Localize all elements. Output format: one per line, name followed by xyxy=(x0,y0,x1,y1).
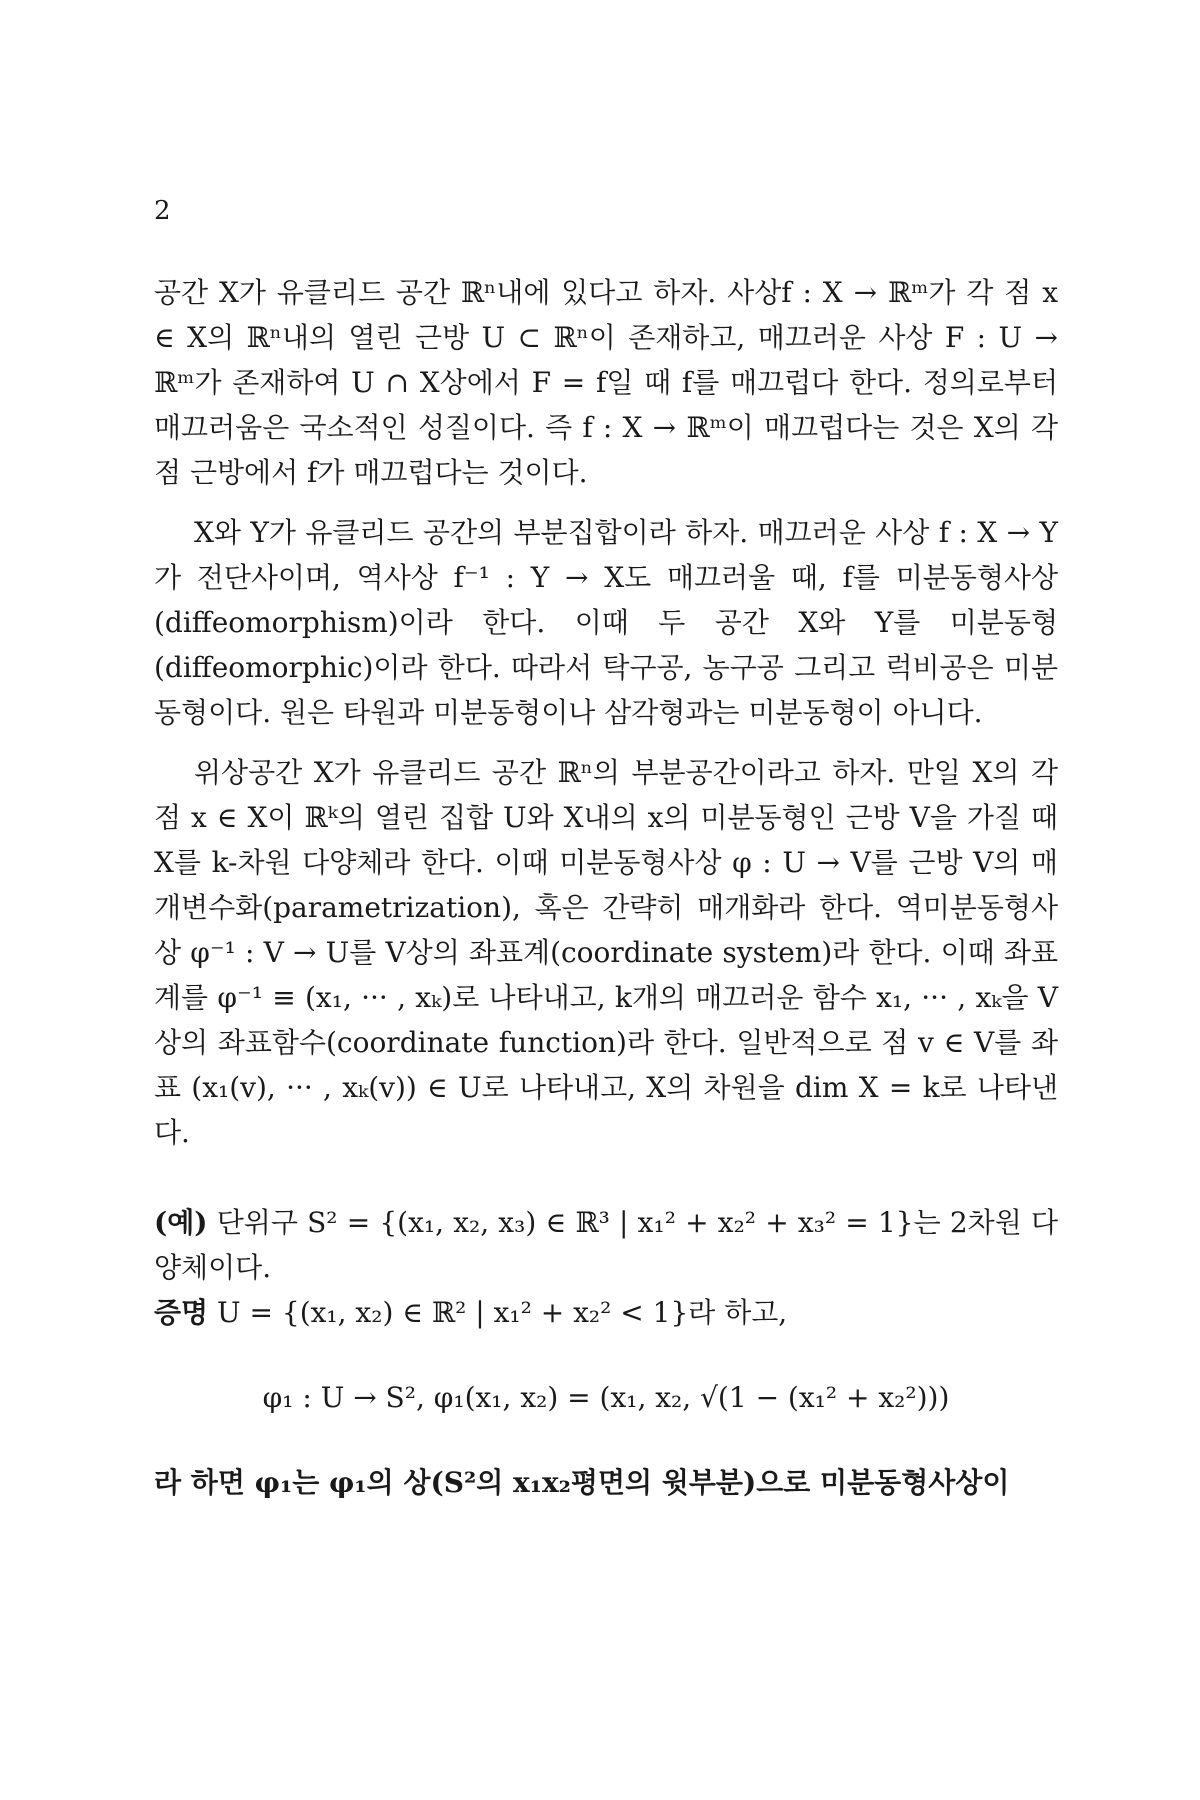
example-text: 단위구 S² = {(x₁, x₂, x₃) ∈ ℝ³ | x₁² + x₂² + x₃² = 1}는 2차원 다양체이다. xyxy=(154,1206,1058,1284)
conclusion-text: 라 하면 φ₁는 φ₁의 상(S²의 x₁x₂평면의 윗부분)으로 미분동형사상이 xyxy=(154,1466,1010,1499)
display-formula: φ₁ : U → S², φ₁(x₁, x₂) = (x₁, x₂, √(1 − (x₁² + x₂²))) xyxy=(262,1381,950,1414)
page-body xyxy=(154,270,1058,1505)
proof-text: U = {(x₁, x₂) ∈ ℝ² | x₁² + x₂² < 1}라 하고, xyxy=(217,1296,788,1329)
paragraph-manifold: 위상공간 X가 유클리드 공간 ℝⁿ의 부분공간이라고 하자. 만일 X의 각점 x ∈ X이 ℝᵏ의 열린 집합 U와 X내의 x의 미분동형인 근방 V을 가질 때 X를 k-차원 다양체라 한다. 이때 미분동형사상 φ : U → V를 근방 V의 매개변수화(parametrization), 혹은 간략히 매개화라 한다. 역미분동형사상 φ⁻¹ : V → U를 V상의 좌표계(coordinate system)라 한다. 이때 좌표계를 φ⁻¹ ≡ (x₁, ··· , xₖ)로 나타내고, k개의 매끄러운 함수 x₁, ··· , xₖ을 V상의 좌표함수(coordinate function)라 한다. 일반적으로 점 v ∈ V를 좌표 (x₁(v), ··· , xₖ(v)) ∈ U로 나타내고, X의 차원을 dim X = k로 나타낸다. xyxy=(154,756,1058,1149)
page-number: 2 xyxy=(154,196,171,226)
example xyxy=(154,1200,1058,1290)
proof xyxy=(154,1290,1058,1335)
paragraph-diffeomorphism: X와 Y가 유클리드 공간의 부분집합이라 하자. 매끄러운 사상 f : X → Y가 전단사이며, 역사상 f⁻¹ : Y → X도 매끄러울 때, f를 미분동형사상(diffeomorphism)이라 한다. 이때 두 공간 X와 Y를 미분동형(diffeomorphic)이라 한다. 따라서 탁구공, 농구공 그리고 럭비공은 미분동형이다. 원은 타원과 미분동형이나 삼각형과는 미분동형이 아니다. xyxy=(154,516,1058,729)
example-label: (예) xyxy=(154,1206,208,1239)
proof-label: 증명 xyxy=(154,1296,209,1329)
paragraph-smooth-map: 공간 X가 유클리드 공간 ℝⁿ내에 있다고 하자. 사상f : X → ℝᵐ가 각 점 x ∈ X의 ℝⁿ내의 열린 근방 U ⊂ ℝⁿ이 존재하고, 매끄러운 사상 F : U → ℝᵐ가 존재하여 U ∩ X상에서 F = f일 때 f를 매끄럽다 한다. 정의로부터 매끄러움은 국소적인 성질이다. 즉 f : X → ℝᵐ이 매끄럽다는 것은 X의 각 점 근방에서 f가 매끄럽다는 것이다. xyxy=(154,276,1058,489)
